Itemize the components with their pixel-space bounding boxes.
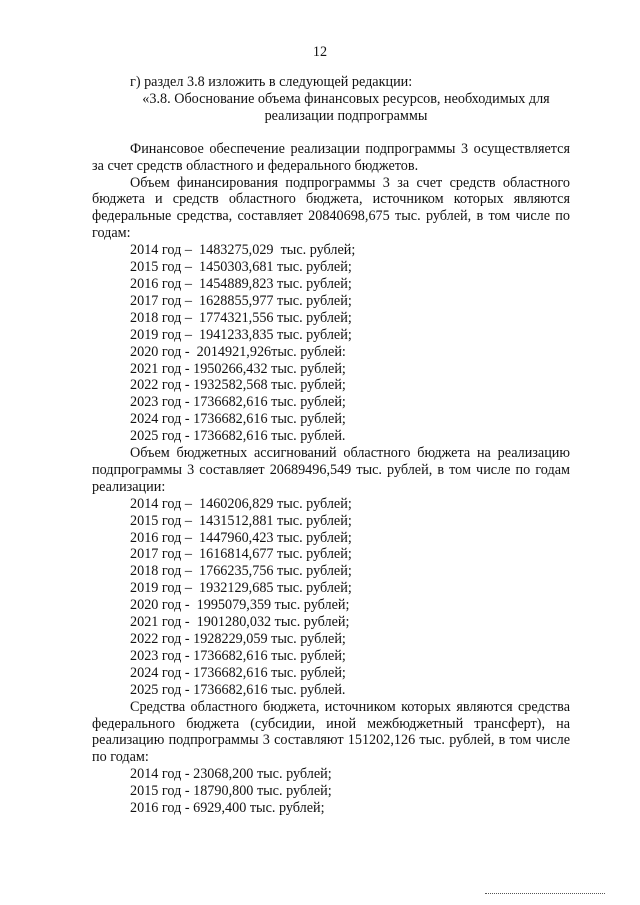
list-item: 2016 год - 6929,400 тыс. рублей; (130, 800, 325, 817)
list-item: 2023 год - 1736682,616 тыс. рублей; (130, 647, 346, 664)
page-number: 12 (312, 44, 328, 60)
year-list-total (92, 242, 570, 445)
list-item: 2021 год - 1901280,032 тыс. рублей; (130, 614, 350, 631)
list-item: 2025 год - 1736682,616 тыс. рублей. (130, 428, 346, 445)
list-item: 2024 год - 1736682,616 тыс. рублей; (130, 411, 346, 428)
paragraph-financing-total: Объем финансирования подпрограммы 3 за счет средств областного бюджета и средств областного бюджета, источником которых являются федеральные средства, составляет 20840698,675 тыс. рублей, в том числе по годам: (92, 174, 570, 242)
list-item: 2022 год - 1932582,568 тыс. рублей; (130, 377, 346, 394)
list-item: 2019 год – 1941233,835 тыс. рублей; (130, 326, 352, 343)
document-body (92, 74, 570, 817)
list-item: 2020 год - 2014921,926тыс. рублей: (130, 343, 346, 360)
intro-line: г) раздел 3.8 изложить в следующей редакции: (130, 74, 413, 90)
section-title-line-1: «3.8. Обоснование объема финансовых ресурсов, необходимых для (142, 90, 550, 107)
list-item: 2015 год - 18790,800 тыс. рублей; (130, 783, 332, 800)
section-title (92, 91, 570, 125)
list-item: 2020 год - 1995079,359 тыс. рублей; (130, 597, 350, 614)
list-item: 2016 год – 1447960,423 тыс. рублей; (130, 529, 352, 546)
list-item: 2019 год – 1932129,685 тыс. рублей; (130, 580, 352, 597)
list-item: 2017 год – 1628855,977 тыс. рублей; (130, 292, 352, 309)
paragraph-financing-sources: Финансовое обеспечение реализации подпрограммы 3 осуществляется за счет средств областного и федерального бюджетов. (92, 140, 570, 174)
list-item: 2015 год – 1450303,681 тыс. рублей; (130, 259, 352, 276)
year-list-federal (92, 766, 570, 817)
list-item: 2021 год - 1950266,432 тыс. рублей; (130, 360, 346, 377)
year-list-regional (92, 496, 570, 699)
paragraph-federal-funds: Средства областного бюджета, источником которых являются средства федерального бюджета (субсидии, иной межбюджетный трансферт), на реализацию подпрограммы 3 составляют 151202,126 тыс. рублей, в том числе по годам: (92, 698, 570, 766)
list-item: 2018 год – 1766235,756 тыс. рублей; (130, 563, 352, 580)
scan-mark (485, 893, 605, 898)
list-item: 2015 год – 1431512,881 тыс. рублей; (130, 512, 352, 529)
paragraph-regional-budget: Объем бюджетных ассигнований областного бюджета на реализацию подпрограммы 3 составляет 20689496,549 тыс. рублей, в том числе по годам реализации: (92, 445, 570, 495)
section-title-line-2: реализации подпрограммы (264, 107, 428, 124)
list-item: 2016 год – 1454889,823 тыс. рублей; (130, 275, 352, 292)
list-item: 2014 год – 1460206,829 тыс. рублей; (130, 495, 352, 512)
list-item: 2025 год - 1736682,616 тыс. рублей. (130, 681, 346, 698)
list-item: 2022 год - 1928229,059 тыс. рублей; (130, 631, 346, 647)
list-item: 2014 год – 1483275,029 тыс. рублей; (130, 242, 356, 259)
list-item: 2018 год – 1774321,556 тыс. рублей; (130, 309, 352, 326)
list-item: 2017 год – 1616814,677 тыс. рублей; (130, 546, 352, 563)
list-item: 2014 год - 23068,200 тыс. рублей; (130, 766, 332, 783)
list-item: 2023 год - 1736682,616 тыс. рублей; (130, 394, 346, 411)
list-item: 2024 год - 1736682,616 тыс. рублей; (130, 664, 346, 681)
